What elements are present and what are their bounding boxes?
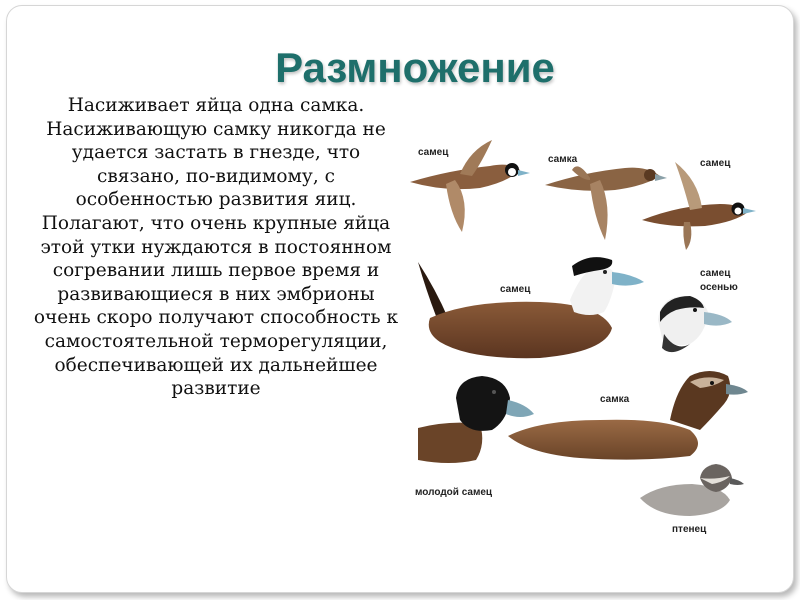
slide-body-text: Насиживает яйца одна самка. Насиживающую самку никогда не удается застать в гнезде, что связано, по-видимому, с особенностью развития яиц. Полагают, что очень крупные яйца этой утки нуждаются в постоянном согревании лишь первое время и развивающиеся в них эмбрионы очень скоро получают способность к самостоятельной терморегуляции, обеспечивающей их дальнейшее развитие (33, 95, 399, 400)
swimming-female-duck (508, 371, 748, 460)
slide-title: Размножение (275, 44, 555, 91)
young-male-duck (418, 376, 534, 463)
label-male-autumn-1: самец (700, 268, 731, 279)
label-male-swimming: самец (500, 284, 531, 295)
label-duckling: птенец (672, 524, 707, 535)
label-female-flying: самка (548, 154, 578, 165)
label-male-flying-2: самец (700, 158, 731, 169)
flying-male-duck-2 (642, 162, 756, 250)
label-young-male: молодой самец (415, 487, 493, 498)
label-male-flying-1: самец (418, 147, 449, 158)
autumn-male-duck-head (658, 296, 732, 352)
ducks-illustration (400, 130, 780, 550)
label-female-swimming: самка (600, 394, 630, 405)
label-male-autumn-2: осенью (700, 282, 738, 293)
flying-female-duck (545, 166, 667, 240)
swimming-male-duck (418, 257, 644, 358)
duckling (640, 464, 744, 516)
